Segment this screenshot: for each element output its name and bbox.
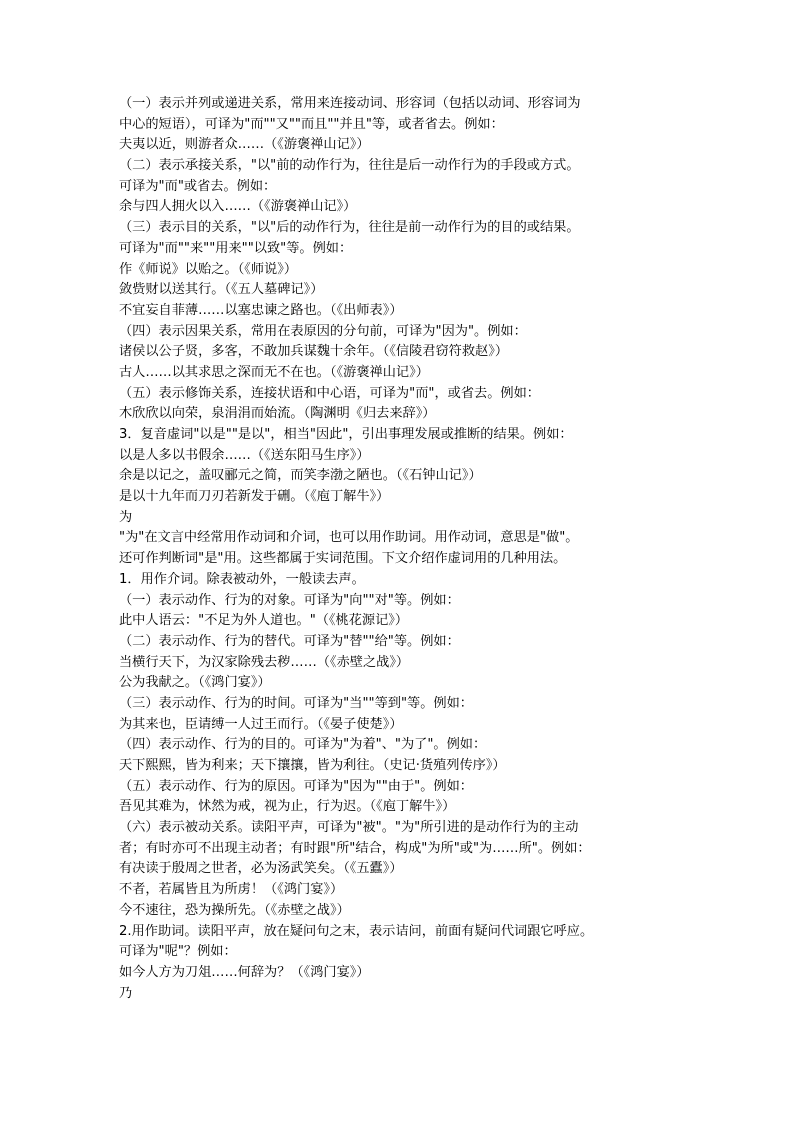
document-page xyxy=(119,94,719,1004)
text-line: 此中人语云："不足为外人道也。"（《桃花源记》） xyxy=(119,613,409,629)
text-line: "为"在文言中经常用作动词和介词，也可以用作助词。用作动词，意思是"做"。 xyxy=(119,530,579,546)
text-line: 是以十九年而刀刃若新发于硎。（《庖丁解牛》） xyxy=(119,489,390,505)
text-line: 当横行天下，为汉家除残去秽……（《赤壁之战》） xyxy=(119,654,410,670)
text-line: 者；有时亦可不出现主动者；有时跟"所"结合，构成"为所"或"为……所"。例如： xyxy=(119,840,591,856)
text-line: 中心的短语），可译为"而""又""而且""并且"等，或者省去。例如： xyxy=(119,116,504,132)
text-line: 3．复音虚词"以是""是以"，相当"因此"，引出事理发展或推断的结果。例如： xyxy=(119,427,573,442)
text-line: 可译为"而""来""用来""以致"等。例如： xyxy=(119,240,353,256)
text-line: （一）表示并列或递进关系，常用来连接动词、形容词（包括以动词、形容词为 xyxy=(119,96,581,111)
text-line: 吾见其难为，怵然为戒，视为止，行为迟。（《庖丁解牛》） xyxy=(119,799,456,815)
text-line: 为其来也，臣请缚一人过王而行。（《晏子使楚》） xyxy=(119,716,403,732)
text-line: 今不速往，恐为操所先。（《赤壁之战》） xyxy=(119,902,350,918)
text-line: （三）表示目的关系，"以"后的动作行为，往往是前一动作行为的目的或结果。 xyxy=(119,220,580,236)
text-line: （一）表示动作、行为的对象。可译为"向""对"等。例如： xyxy=(119,592,460,608)
text-line: 可译为"呢"？例如： xyxy=(119,944,237,960)
text-line: （五）表示修饰关系，连接状语和中心语，可译为"而"，或省去。例如： xyxy=(119,385,540,401)
text-line: （四）表示动作、行为的目的。可译为"为着"、"为了"。例如： xyxy=(119,737,487,753)
section-heading: 乃 xyxy=(119,985,133,1001)
text-line: （三）表示动作、行为的时间。可译为"当""等到"等。例如： xyxy=(119,695,473,711)
text-line: 余与四人拥火以入……（《游褒禅山记》） xyxy=(119,199,357,215)
text-line: 可译为"而"或省去。例如： xyxy=(119,178,277,194)
text-line: 古人……以其求思之深而无不在也。（《游褒禅山记》） xyxy=(119,364,429,380)
text-line: 敛赀财以送其行。（《五人墓碑记》） xyxy=(119,282,324,298)
text-line: 天下熙熙，皆为利来；天下攘攘，皆为利往。（史记·货殖列传序》） xyxy=(119,758,506,773)
text-line: （二）表示承接关系，"以"前的动作行为，往往是后一动作行为的手段或方式。 xyxy=(119,158,580,174)
text-line: （四）表示因果关系，常用在表原因的分句前，可译为"因为"。例如： xyxy=(119,323,527,339)
text-line: 木欣欣以向荣，泉涓涓而始流。（陶渊明《归去来辞》） xyxy=(119,406,436,422)
text-line: （六）表示被动关系。读阳平声，可译为"被"。"为"所引进的是动作行为的主动 xyxy=(119,820,579,836)
text-line: 以是人多以书假余……（《送东阳马生序》） xyxy=(119,447,370,463)
text-line: （二）表示动作、行为的替代。可译为"替""给"等。例如： xyxy=(119,633,460,649)
text-line: 2.用作助词。读阳平声，放在疑问句之末，表示诘问，前面有疑问代词跟它呼应。 xyxy=(119,923,594,939)
text-line: 如今人方为刀俎……何辞为？（《鸿门宴》） xyxy=(119,964,370,980)
text-line: 公为我献之。（《鸿门宴》） xyxy=(119,675,271,691)
text-line: 不宜妄自菲薄……以塞忠谏之路也。（《出师表》） xyxy=(119,302,403,318)
text-line: 不者，若属皆且为所虏！（《鸿门宴》） xyxy=(119,882,344,898)
text-line: 余是以记之，盖叹郦元之简，而笑李渤之陋也。（《石钟山记》） xyxy=(119,468,482,484)
text-line: 有决读于殷周之世者，必为汤武笑矣。（《五蠹》） xyxy=(119,861,403,877)
text-line: 1．用作介词。除表被动外，一般读去声。 xyxy=(119,571,365,587)
text-line: 夫夷以近，则游者众……（《游褒禅山记》） xyxy=(119,137,370,153)
text-line: 还可作判断词"是"用。这些都属于实词范围。下文介绍作虚词用的几种用法。 xyxy=(119,551,567,567)
text-line: 诸侯以公子贤，多客，不敢加兵谋魏十余年。（《信陵君窃符救赵》） xyxy=(119,344,509,360)
text-line: 作《师说》以贻之。（《师说》） xyxy=(119,261,298,277)
text-line: （五）表示动作、行为的原因。可译为"因为""由于"。例如： xyxy=(119,778,473,794)
section-heading: 为 xyxy=(119,509,133,525)
